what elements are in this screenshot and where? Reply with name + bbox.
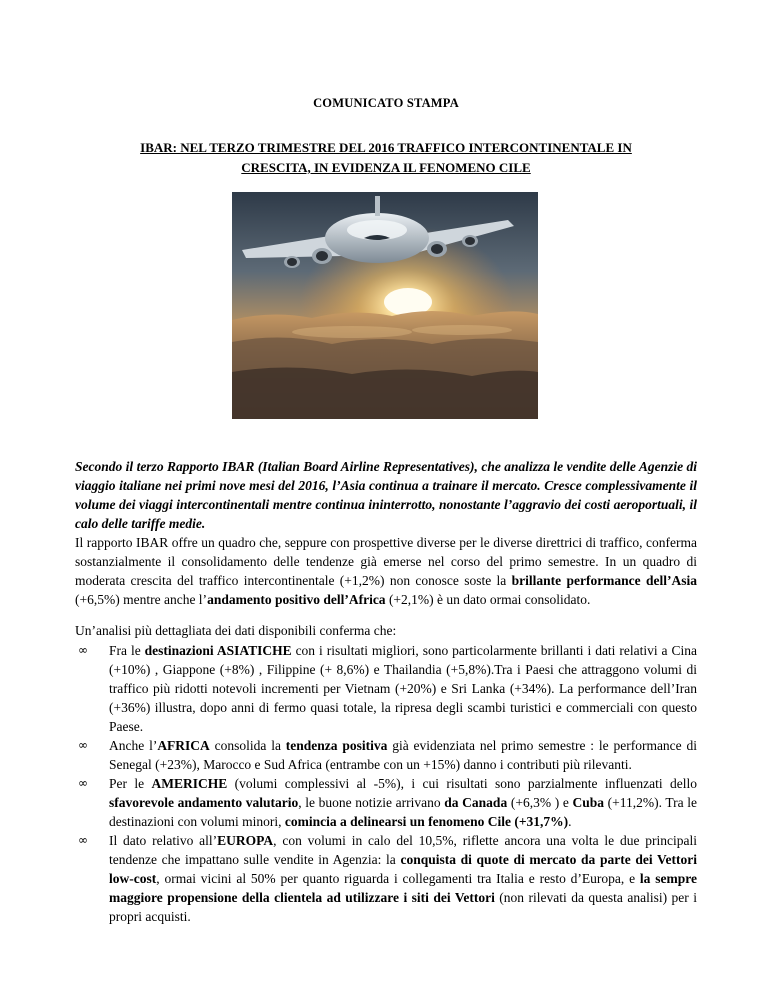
list-item-americhe bbox=[75, 774, 697, 831]
americhe-text-5: (+11,2%). Tra le destinazioni con volumi minori, bbox=[109, 795, 698, 829]
asia-bold-1: destinazioni ASIATICHE bbox=[144, 643, 292, 658]
americhe-bold-3: da Canada bbox=[444, 795, 508, 810]
asia-text-1: Fra le bbox=[109, 643, 145, 658]
americhe-text-3: , le buone notizie arrivano bbox=[298, 795, 445, 810]
list-item-africa bbox=[75, 736, 697, 774]
europa-text-3: , ormai vicini al 50% per quanto riguarda i collegamenti tra Italia e resto d’Europa, e bbox=[156, 871, 640, 886]
list-item-asia bbox=[75, 641, 697, 736]
headline-line-1: IBAR: NEL TERZO TRIMESTRE DEL 2016 TRAFFICO INTERCONTINENTALE IN bbox=[140, 140, 632, 155]
airplane-photo bbox=[232, 192, 538, 419]
americhe-text-1: Per le bbox=[109, 776, 152, 791]
para1-text-2: (+6,5%) mentre anche l’ bbox=[75, 591, 208, 607]
intro-paragraph: Un’analisi più dettagliata dei dati disponibili conferma che: bbox=[75, 622, 397, 638]
africa-bold-1: AFRICA bbox=[157, 738, 210, 753]
list-item-europa bbox=[75, 831, 697, 926]
americhe-text-2: (volumi complessivi al -5%), i cui risultati sono parzialmente influenzati dello bbox=[227, 776, 697, 791]
para1-text-3: (+2,1%) è un dato ormai consolidato. bbox=[385, 591, 591, 607]
americhe-bold-4: Cuba bbox=[572, 795, 604, 810]
europa-text-2: , con volumi in calo del 10,5%, riflette ancora una volta le due principali tendenze che impattano sulle vendite in Agenzia: la bbox=[109, 833, 697, 867]
bullet-symbol: ∞ bbox=[78, 738, 88, 752]
headline-line-2: CRESCITA, IN EVIDENZA IL FENOMENO CILE bbox=[241, 160, 531, 175]
americhe-bold-5: comincia a delinearsi un fenomeno Cile (+31,7%) bbox=[284, 814, 569, 829]
para1-bold-2: andamento positivo dell’Africa bbox=[207, 591, 386, 607]
americhe-text-6: . bbox=[568, 814, 572, 829]
europa-bold-3: la sempre maggiore propensione della clientela ad utilizzare i siti dei Vettori bbox=[109, 871, 697, 905]
bullet-symbol: ∞ bbox=[78, 643, 88, 657]
americhe-bold-1: AMERICHE bbox=[151, 776, 228, 791]
europa-bold-2: conquista di quote di mercato da parte dei Vettori low-cost bbox=[109, 852, 697, 886]
africa-bold-2: tendenza positiva bbox=[285, 738, 388, 753]
body-paragraph-1 bbox=[75, 533, 697, 609]
bullet-symbol: ∞ bbox=[78, 833, 88, 847]
americhe-text-4: (+6,3% ) e bbox=[507, 795, 573, 810]
europa-text-1: Il dato relativo all’ bbox=[109, 833, 218, 848]
africa-text-1: Anche l’ bbox=[109, 738, 158, 753]
europa-text-4: (non rilevati da questa analisi) per i propri acquisti. bbox=[109, 890, 697, 924]
lead-paragraph: Secondo il terzo Rapporto IBAR (Italian Board Airline Representatives), che analizza le vendite delle Agenzie di viaggio italiane nei primi nove mesi del 2016, l’Asia continua a trainare il mercato. Cresce complessivamente il volume dei viaggi intercontinentali mentre continua ininterrotto, nonostante l’aggravio dei costi aeroportuali, il calo delle tariffe medie. bbox=[75, 458, 697, 531]
africa-text-3: già evidenziata nel primo semestre : le performance di Senegal (+23%), Marocco e Sud Africa (entrambe con un +15%) danno i contributi più rilevanti. bbox=[109, 738, 697, 772]
bullet-symbol: ∞ bbox=[78, 776, 88, 790]
para1-text-1: Il rapporto IBAR offre un quadro che, seppure con prospettive diverse per le diverse direttrici di traffico, conferma sostanzialmente il consolidamento delle tendenze già emerse nel corso del primo semestre. In un quadro di moderata crescita del traffico intercontinentale (+1,2%) non conosce soste la bbox=[75, 534, 697, 588]
para1-bold-1: brillante performance dell’Asia bbox=[511, 572, 697, 588]
americhe-bold-2: sfavorevole andamento valutario bbox=[109, 795, 299, 810]
findings-list bbox=[75, 641, 697, 926]
africa-text-2: consolida la bbox=[209, 738, 286, 753]
press-release-label: COMUNICATO STAMPA bbox=[313, 96, 459, 110]
europa-bold-1: EUROPA bbox=[217, 833, 274, 848]
headline bbox=[75, 138, 697, 178]
asia-text-2: con i risultati migliori, sono particolarmente brillanti i dati relativi a Cina (+10%) , Giappone (+8%) , Filippine (+ 8,6%) e Thailandia (+5,8%).Tra i Paesi che attraggono volumi di traffico più ridotti notevoli incrementi per Vietnam (+20%) e Sri Lanka (+34%). La performance dell’Iran (+36%) illustra, dopo anni di fermo quasi totale, la ripresa degli scambi turistici e commerciali con questo Paese. bbox=[109, 643, 697, 734]
